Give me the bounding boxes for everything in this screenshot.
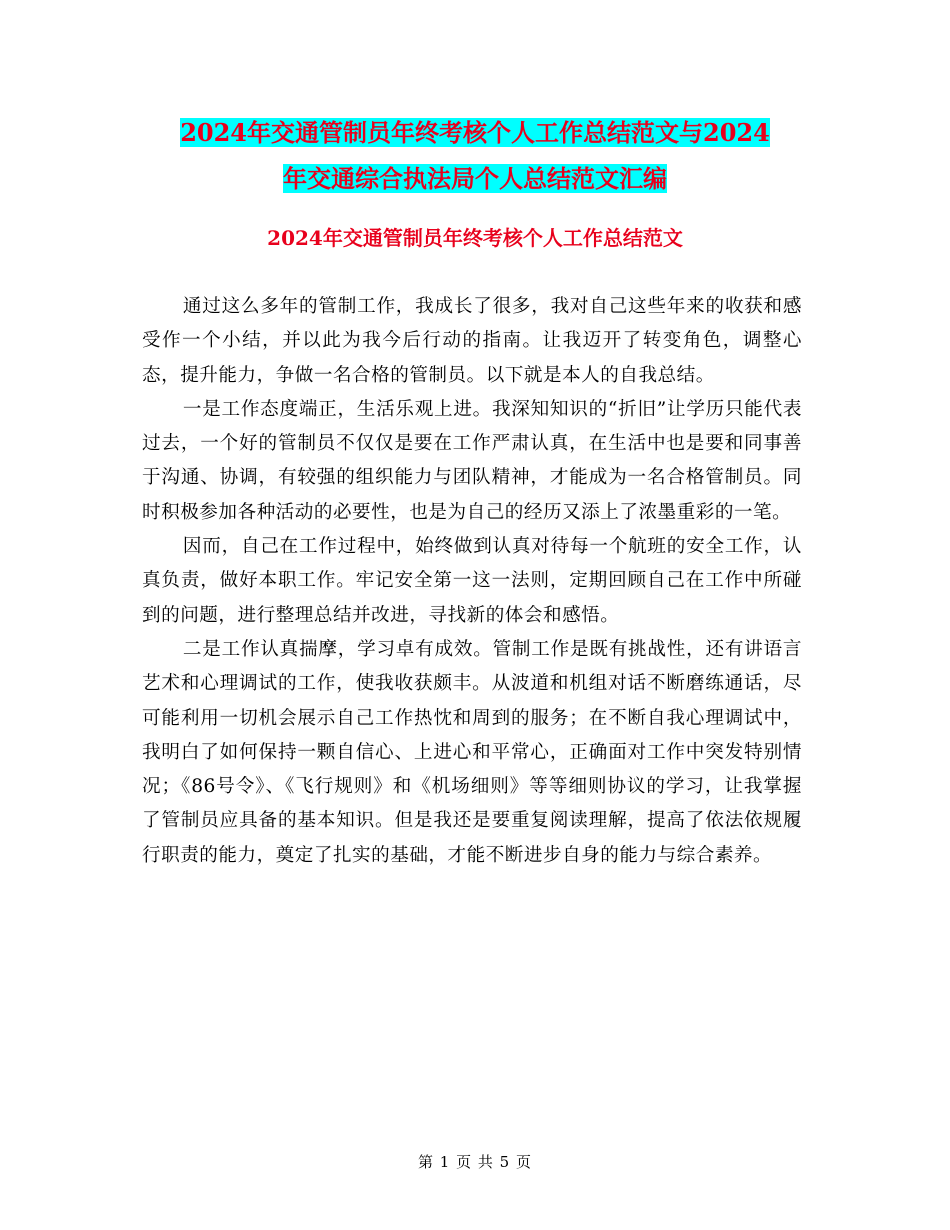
paragraph-4: 二是工作认真揣摩，学习卓有成效。管制工作是既有挑战性，还有讲语言艺术和心理调试的工作，使我收获颇丰。从波道和机组对话不断磨练通话，尽可能利用一切机会展示自己工作热忱和周到的服务；在不断自我心理调试中，我明白了如何保持一颗自信心、上进心和平常心，正确面对工作中突发特别情况；《86号令》、《飞行规则》和《机场细则》等等细则协议的学习，让我掌握了管制员应具备的基本知识。但是我还是要重复阅读理解，提高了依法依规履行职责的能力，奠定了扎实的基础，才能不断进步自身的能力与综合素养。	[142, 638, 802, 866]
paragraph-3: 因而，自己在工作过程中，始终做到认真对待每一个航班的安全工作，认真负责，做好本职工作。牢记安全第一这一法则，定期回顾自己在工作中所碰到的问题，进行整理总结并改进，寻找新的体会和感悟。	[142, 536, 802, 626]
document-title	[140, 110, 810, 202]
page-footer: 第 1 页 共 5 页	[418, 1153, 532, 1171]
section-title: 2024年交通管制员年终考核个人工作总结范文	[267, 226, 683, 250]
document-title-line-2: 年交通综合执法局个人总结范文汇编	[283, 164, 667, 193]
paragraph-2: 一是工作态度端正，生活乐观上进。我深知知识的“折旧”让学历只能代表过去，一个好的管制员不仅仅是要在工作严肃认真，在生活中也是要和同事善于沟通、协调，有较强的组织能力与团队精神，才能成为一名合格管制员。同时积极参加各种活动的必要性，也是为自己的经历又添上了浓墨重彩的一笔。	[142, 398, 802, 523]
document-title-line-1: 2024年交通管制员年终考核个人工作总结范文与2024	[180, 118, 770, 147]
paragraph-1: 通过这么多年的管制工作，我成长了很多，我对自己这些年来的收获和感受作一个小结，并以此为我今后行动的指南。让我迈开了转变角色，调整心态，提升能力，争做一名合格的管制员。以下就是本人的自我总结。	[142, 296, 802, 386]
document-body	[142, 290, 802, 873]
